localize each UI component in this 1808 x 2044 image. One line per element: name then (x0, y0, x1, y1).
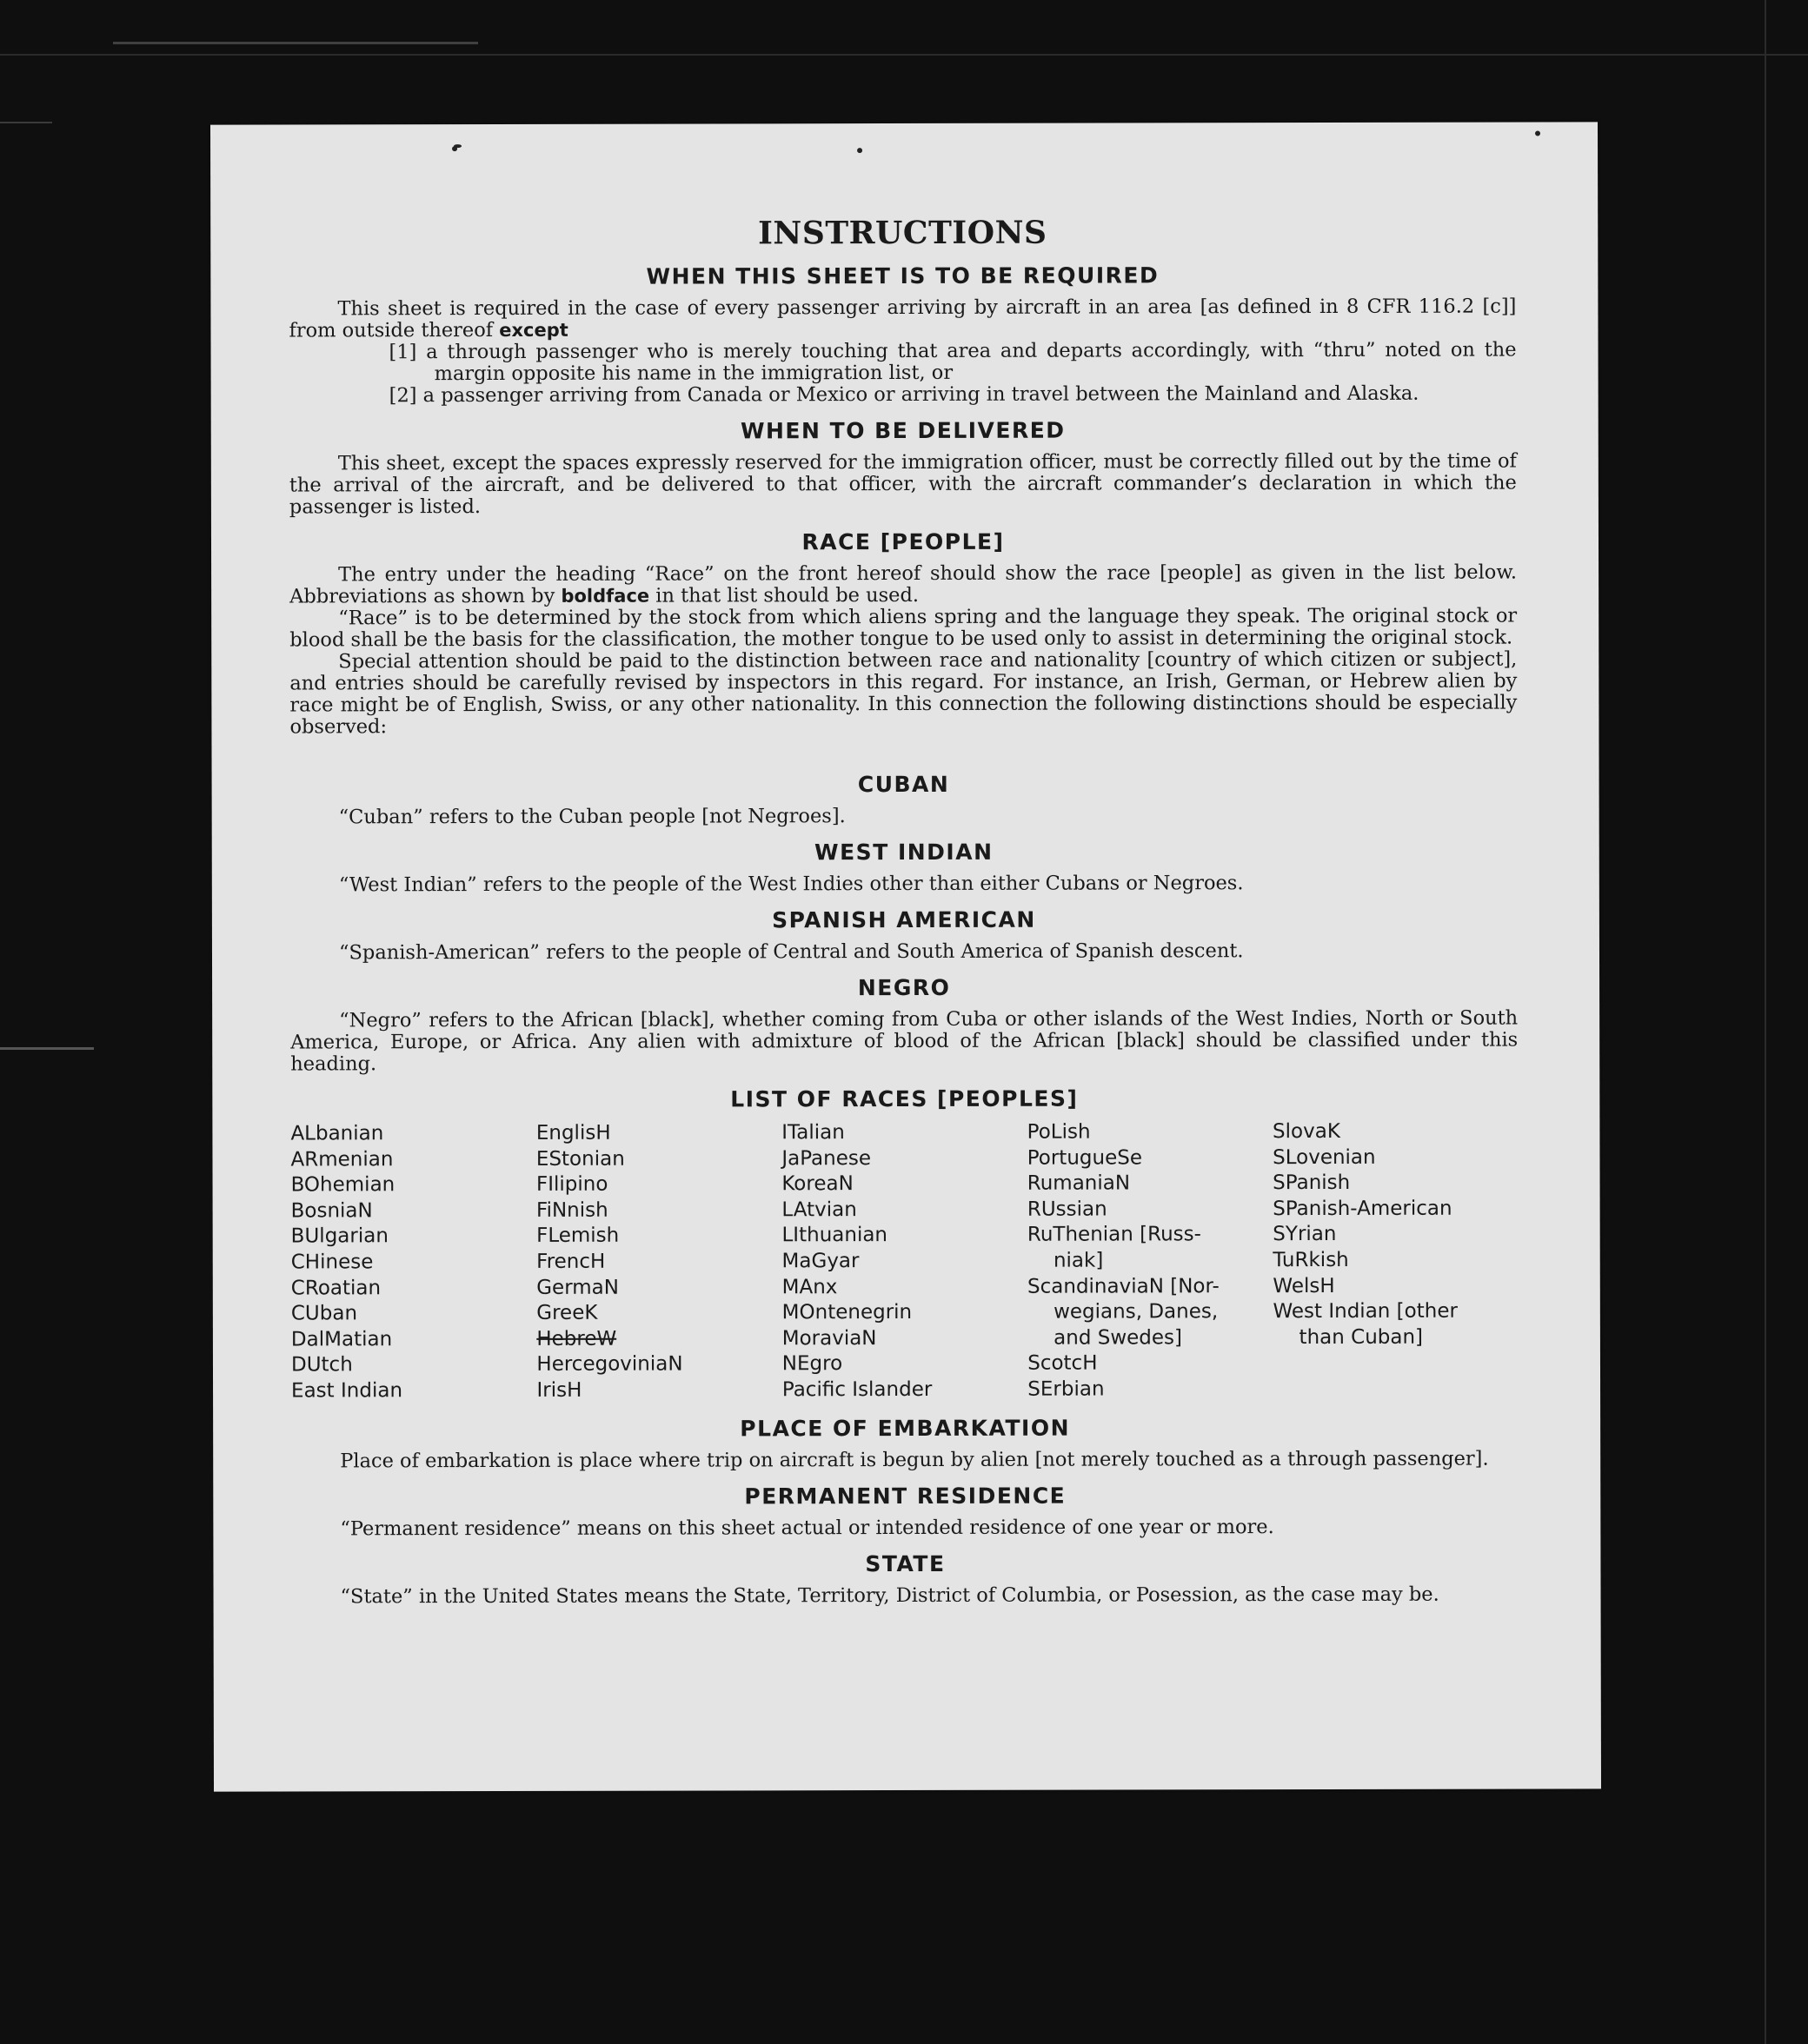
race-entry: FIlipino (535, 1172, 608, 1197)
race-entry: EStonian (535, 1147, 625, 1171)
race-entry: FLemish (536, 1224, 620, 1248)
race-entry: BosniaN (290, 1199, 373, 1223)
race-entry: ARmenian (290, 1147, 394, 1171)
race-entry: IrisH (536, 1378, 582, 1402)
paragraph: The entry under the heading “Race” on the front hereof should show the race [people] as given in the list below. Abbreviations as shown by boldface in that list should be used. (289, 561, 1518, 608)
document-title: INSTRUCTIONS (758, 214, 1047, 252)
section-heading: WHEN TO BE DELIVERED (740, 417, 1066, 444)
race-entry: SPanish (1273, 1171, 1351, 1195)
race-entry: SErbian (1027, 1377, 1105, 1401)
race-entry: East Indian (291, 1379, 403, 1403)
section-heading: PERMANENT RESIDENCE (744, 1483, 1067, 1509)
paragraph: “Permanent residence” means on this sheet actual or intended residence of one year or more. (340, 1515, 1274, 1540)
race-entry-continued: and Swedes] (1054, 1326, 1183, 1350)
race-entry: SYrian (1273, 1223, 1337, 1246)
section-heading: RACE [PEOPLE] (801, 528, 1005, 555)
section-heading: NEGRO (857, 974, 951, 1001)
scan-mark (113, 42, 478, 44)
race-entry: FrencH (536, 1250, 606, 1273)
paragraph: Place of embarkation is place where trip on aircraft is begun by alien [not merely touched as a through passenger]. (340, 1447, 1489, 1472)
section-heading: CUBAN (857, 771, 950, 798)
race-entry-continued: wegians, Danes, (1054, 1300, 1219, 1324)
race-entry: GreeK (536, 1301, 598, 1325)
speck (1535, 130, 1540, 136)
paragraph: “Cuban” refers to the Cuban people [not Negroes]. (338, 805, 846, 829)
paragraph: Special attention should be paid to the distinction between race and nationality [country of which citizen or subject], and entries should be carefully revised by inspectors in this regard. For instance, an Irish, German, or Hebrew alien by race might be of English, Swiss, or any other nationality. In this connection the following distinctions should be especially observed: (289, 647, 1518, 739)
race-entry: MaGyar (781, 1250, 860, 1273)
list-item: [2] a passenger arriving from Canada or Mexico or arriving in travel between the Mainland and Alaska. (389, 382, 1419, 408)
race-entry: SLovenian (1273, 1145, 1376, 1169)
speck (452, 146, 457, 151)
race-entry: CRoatian (290, 1276, 382, 1300)
paragraph: “State” in the United States means the State, Territory, District of Columbia, or Posession, as the case may be. (340, 1583, 1439, 1608)
race-entry: Pacific Islander (781, 1377, 933, 1402)
race-entry: BOhemian (290, 1173, 396, 1197)
race-column (781, 1120, 1027, 1404)
section-heading: SPANISH AMERICAN (772, 906, 1036, 933)
race-entry: EnglisH (535, 1121, 611, 1145)
race-entry: PoLish (1027, 1120, 1091, 1144)
paragraph: This sheet is required in the case of every passenger arriving by aircraft in an area [as defined in 8 CFR 116.2 [c]] from outside thereof except (289, 295, 1517, 342)
race-entry-continued: niak] (1053, 1249, 1104, 1272)
race-entry: HercegoviniaN (536, 1352, 683, 1377)
section-heading: STATE (865, 1550, 946, 1576)
race-column (290, 1121, 536, 1404)
race-entry: CUban (290, 1302, 358, 1325)
race-entry: RUssian (1027, 1198, 1107, 1221)
race-entry: BUlgarian (290, 1224, 389, 1248)
race-entry: LAtvian (781, 1198, 857, 1222)
race-entry: RumaniaN (1027, 1171, 1131, 1195)
paragraph: “Race” is to be determined by the stock from which aliens spring and the language they speak. The original stock or blood shall be the basis for the classification, the mother tongue to be used only to assist in determining the original stock. (289, 604, 1518, 652)
race-entry: GermaN (536, 1276, 619, 1299)
section-heading: PLACE OF EMBARKATION (740, 1415, 1071, 1441)
scan-border-right (1765, 0, 1766, 2044)
race-entry: DUtch (290, 1353, 353, 1377)
race-entry: CHinese (290, 1251, 374, 1274)
paragraph: “Negro” refers to the African [black], whether coming from Cuba or other islands of the West Indies, North or South America, Europe, or Africa. Any alien with admixture of blood of the African [black] should be classified under this heading. (290, 1006, 1519, 1076)
document-content (289, 214, 1519, 1608)
race-entry: ScandinaviaN [Nor- (1027, 1274, 1220, 1298)
section-heading: WHEN THIS SHEET IS TO BE REQUIRED (646, 262, 1160, 289)
scan-mark (0, 1047, 94, 1050)
race-column (1027, 1119, 1273, 1403)
race-column (536, 1120, 782, 1404)
race-entry: ScotcH (1027, 1351, 1098, 1376)
race-entry: JaPanese (781, 1146, 871, 1170)
race-entry: DalMatian (290, 1327, 393, 1351)
race-list (290, 1119, 1519, 1404)
section-heading: LIST OF RACES [PEOPLES] (730, 1085, 1079, 1112)
race-entry: ITalian (781, 1121, 845, 1145)
race-entry: KoreaN (781, 1172, 854, 1196)
section-heading: WEST INDIAN (814, 839, 994, 866)
scan-border-top (0, 54, 1808, 56)
race-entry: NEgro (781, 1352, 843, 1376)
race-entry: West Indian [other (1273, 1299, 1458, 1324)
race-entry: FiNnish (535, 1198, 608, 1222)
race-entry: LIthuanian (781, 1224, 888, 1247)
race-entry: ALbanian (290, 1122, 384, 1145)
race-entry: SlovaK (1273, 1119, 1340, 1144)
race-entry: PortugueSe (1027, 1146, 1142, 1170)
race-entry: MOntenegrin (781, 1301, 913, 1324)
race-entry: SPanish-American (1273, 1197, 1452, 1220)
race-entry: MoraviaN (781, 1326, 877, 1350)
race-entry: TuRkish (1273, 1248, 1349, 1272)
speck (857, 148, 862, 153)
paragraph: This sheet, except the spaces expressly reserved for the immigration officer, must be correctly filled out by the time of the arrival of the aircraft, and be delivered to that officer, with the aircraft commander’s declaration in which the passenger is listed. (289, 449, 1517, 519)
race-entry: RuThenian [Russ- (1027, 1223, 1201, 1247)
race-entry: WelsH (1273, 1274, 1335, 1297)
race-entry: MAnx (781, 1275, 838, 1298)
race-entry-continued: than Cuban] (1299, 1325, 1424, 1349)
paragraph: “West Indian” refers to the people of the West Indies other than either Cubans or Negroes. (338, 872, 1244, 897)
paragraph: “Spanish-American” refers to the people of Central and South America of Spanish descent. (338, 939, 1244, 965)
race-column (1273, 1119, 1519, 1403)
document-sheet (210, 122, 1601, 1791)
race-entry: HebreW (536, 1327, 617, 1350)
list-item: [1] a through passenger who is merely touching that area and departs accordingly, with “thru” noted on the margin opposite his name in the immigration list, or (389, 338, 1517, 386)
scan-mark (0, 122, 52, 123)
